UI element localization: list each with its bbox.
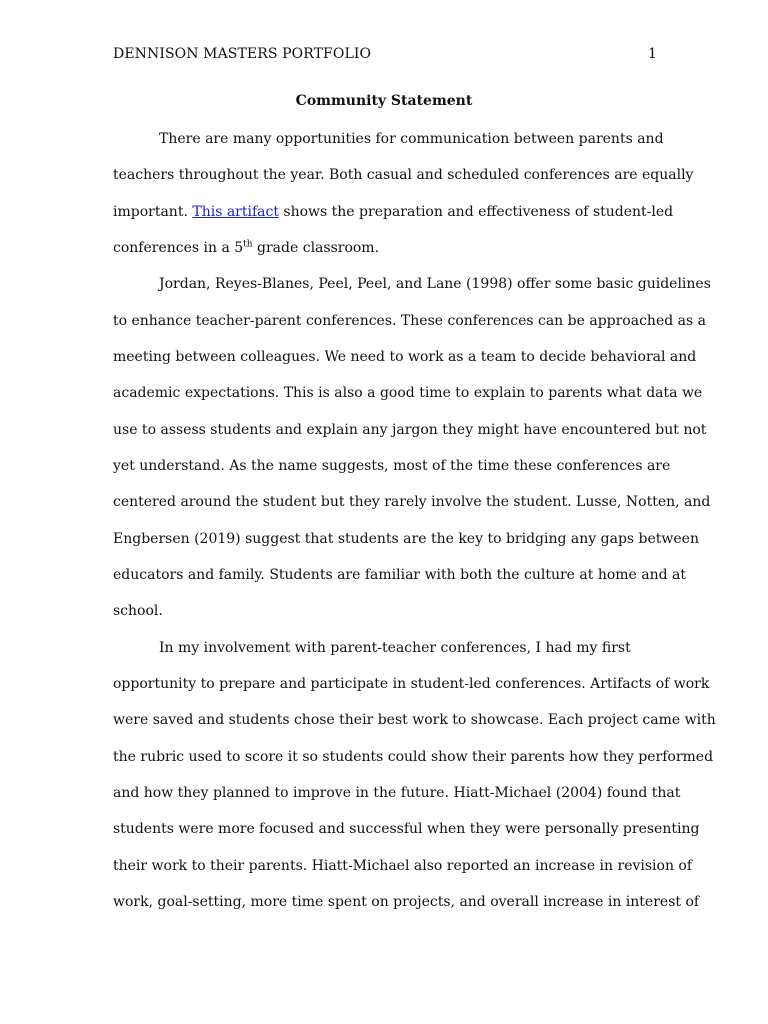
paragraph-line: [113, 202, 674, 238]
paragraph-line: the rubric used to score it so students could show their parents how they performed: [113, 748, 714, 765]
superscript: th: [243, 239, 253, 250]
paragraph-line: Jordan, Reyes-Blanes, Peel, Peel, and Lane (1998) offer some basic guidelines: [159, 276, 711, 293]
paragraph-line: [113, 238, 658, 274]
paragraph-line: teachers throughout the year. Both casual and scheduled conferences are equally: [113, 167, 694, 184]
paragraph-line: use to assess students and explain any jargon they might have encountered but not: [113, 421, 707, 438]
paragraph-line: opportunity to prepare and participate in student-led conferences. Artifacts of work: [113, 675, 710, 692]
paragraph-line: and how they planned to improve in the future. Hiatt-Michael (2004) found that: [113, 784, 681, 801]
text-segment: conferences in a 5: [113, 239, 244, 256]
paragraph-line: academic expectations. This is also a good time to explain to parents what data we: [113, 385, 703, 402]
page-title: Community Statement: [295, 93, 473, 109]
paragraph-line: In my involvement with parent-teacher conferences, I had my first: [159, 639, 631, 656]
paragraph-line: were saved and students chose their best work to showcase. Each project came with: [113, 712, 716, 729]
page-number: 1: [648, 46, 657, 62]
paragraph-line: yet understand. As the name suggests, most of the time these conferences are: [113, 457, 671, 474]
running-head: DENNISON MASTERS PORTFOLIO: [113, 46, 372, 62]
text-segment: grade classroom.: [252, 239, 380, 256]
artifact-link[interactable]: This artifact: [192, 203, 279, 220]
paragraph-line: to enhance teacher-parent conferences. These conferences can be approached as a: [113, 312, 706, 329]
body-text: [113, 129, 716, 928]
paragraph-line: their work to their parents. Hiatt-Michael also reported an increase in revision of: [113, 857, 693, 874]
paragraph-line: school.: [113, 603, 163, 620]
paragraph-line: centered around the student but they rarely involve the student. Lusse, Notten, and: [113, 494, 711, 511]
text-segment: shows the preparation and effectiveness of student-led: [278, 203, 674, 220]
paragraph-line: meeting between colleagues. We need to work as a team to decide behavioral and: [113, 348, 697, 365]
paragraph-line: work, goal-setting, more time spent on projects, and overall increase in interest of: [113, 893, 700, 910]
paragraph-line: educators and family. Students are familiar with both the culture at home and at: [113, 566, 687, 583]
text-segment: important.: [113, 203, 193, 220]
paragraph-line: There are many opportunities for communication between parents and: [159, 131, 664, 147]
paragraph-line: students were more focused and successful when they were personally presenting: [113, 821, 700, 838]
paragraph-line: Engbersen (2019) suggest that students are the key to bridging any gaps between: [113, 530, 699, 547]
